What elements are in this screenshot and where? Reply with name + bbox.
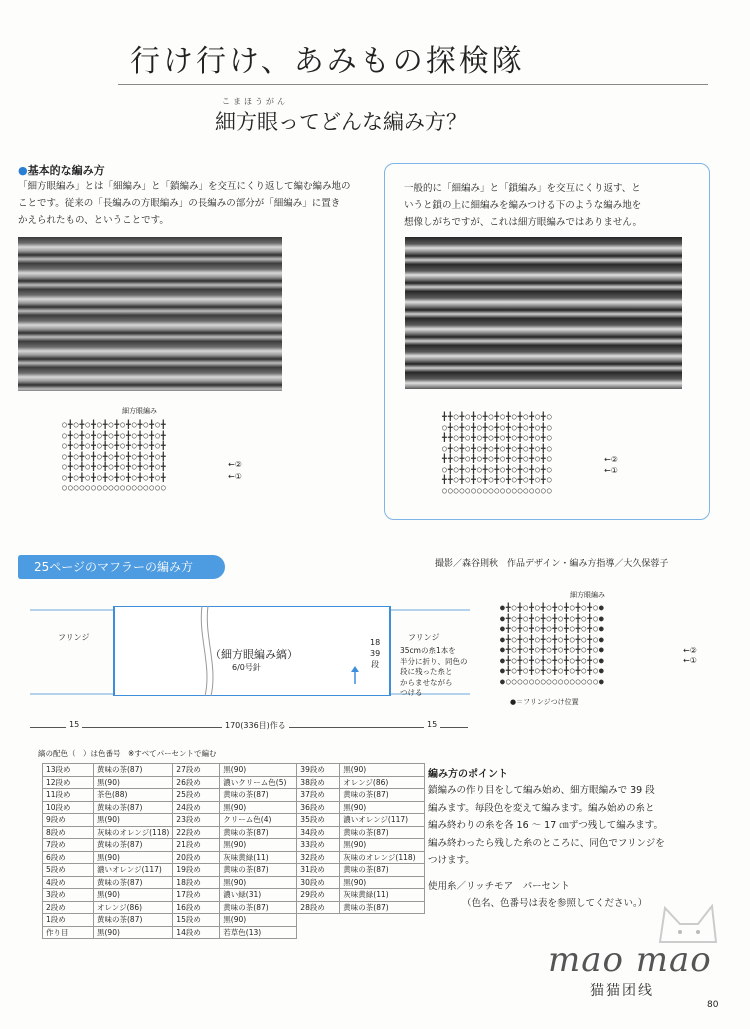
muffler-row-mark-2: ←② <box>683 646 697 655</box>
table-row <box>43 814 425 827</box>
color-cell: クリーム色(4) <box>220 814 297 827</box>
row-number-cell: 8段め <box>43 826 94 839</box>
table-row <box>43 889 425 902</box>
stitch-chart-incorrect: ╋╋○╋○╋○╋○╋○╋○╋○╋○╋○ ○╋○╋○╋○╋○╋○╋○╋○╋○╋○ ╋╋○╋○╋○╋○╋○╋○╋○╋○╋○ ○╋○╋○╋○╋○╋○╋○╋○╋○╋○ ╋╋○╋○╋○╋○╋○╋○╋○╋○╋○ ○╋○╋○╋○╋○╋○╋○╋○╋○╋○ ╋╋○╋○╋○╋○╋○╋○╋○╋○╋○ ○○○○○○○○○○○○○○○○○○○ <box>442 412 553 495</box>
points-text: 鎖編みの作り目をして編み始め、細方眼編みで 39 段 編みます。毎段色を変えて編みます。編み始めの糸と 編み終わりの糸を各 16 ～ 17 ㎝ずつ残して編みます。 編み終わったら残した糸のところに、同色でフリンジを つけます。 <box>428 785 665 866</box>
dim-right: 15 <box>424 720 440 729</box>
color-cell: 黒(90) <box>340 764 425 777</box>
stitch-chart-basic: ○╋○╋○╋○╋○╋○╋○╋○╋○╋ ○╋○╋○╋○╋○╋○╋○╋○╋○╋ ○╋○╋○╋○╋○╋○╋○╋○╋○╋ ○╋○╋○╋○╋○╋○╋○╋○╋○╋ ○╋○╋○╋○╋○╋○╋○╋○╋○╋ ○╋○╋○╋○╋○╋○╋○╋○╋○╋ ○○○○○○○○○○○○○○○○○○ <box>62 420 167 492</box>
color-cell <box>340 926 425 939</box>
color-cell: 灰味黄緑(11) <box>220 851 297 864</box>
table-row <box>43 764 425 777</box>
basic-text: 「細方眼編み」とは「細編み」と「鎖編み」を交互にくり返して編む編み地の ことです。従来の「長編みの方眼編み」の長編みの部分が「細編み」に置き かえられたもの、ということです。 <box>18 181 351 226</box>
color-cell: 黒(90) <box>220 876 297 889</box>
color-cell: 黄味の茶(87) <box>220 864 297 877</box>
row-number-cell: 34段め <box>297 826 340 839</box>
row-number-cell: 25段め <box>173 789 220 802</box>
color-cell: 黒(90) <box>220 801 297 814</box>
table-row <box>43 864 425 877</box>
color-cell: 黄味の茶(87) <box>94 801 173 814</box>
row-number-cell: 9段め <box>43 814 94 827</box>
fringe-right-title: フリンジ <box>408 633 440 642</box>
color-cell: 茶色(88) <box>94 789 173 802</box>
row-number-cell: 30段め <box>297 876 340 889</box>
chart-label: 細方眼編み <box>122 407 157 415</box>
color-cell: オレンジ(86) <box>94 901 173 914</box>
yarn-line: 使用糸／リッチモア パーセント <box>428 881 570 892</box>
fringe-position-note: ●＝フリンジつけ位置 <box>510 698 579 706</box>
row-number-cell: 28段め <box>297 901 340 914</box>
color-cell: 黄味の茶(87) <box>340 826 425 839</box>
row-number-cell: 29段め <box>297 889 340 902</box>
title-rule <box>118 84 708 85</box>
table-row <box>43 851 425 864</box>
row-number-cell: 31段め <box>297 864 340 877</box>
row-number-cell: 39段め <box>297 764 340 777</box>
row-number-cell: 23段め <box>173 814 220 827</box>
row-number-cell: 16段め <box>173 901 220 914</box>
dim-left: 15 <box>66 720 82 729</box>
row-number-cell: 38段め <box>297 776 340 789</box>
basic-heading: ●基本的な編み方 <box>18 164 105 177</box>
muffler-chart-label: 細方眼編み <box>570 591 605 599</box>
row-number-cell: 14段め <box>173 926 220 939</box>
row-mark-1: ←① <box>228 472 242 481</box>
muffler-heading-pill: 25ページのマフラーの編み方 <box>18 555 225 579</box>
table-row <box>43 801 425 814</box>
color-cell: 黄味の茶(87) <box>220 789 297 802</box>
color-cell: 若草色(13) <box>220 926 297 939</box>
table-row <box>43 876 425 889</box>
table-row <box>43 826 425 839</box>
row-number-cell <box>297 926 340 939</box>
watermark-sub: 猫猫团线 <box>590 983 654 999</box>
color-cell: 黄味の茶(87) <box>94 914 173 927</box>
row-number-cell: 6段め <box>43 851 94 864</box>
muffler-row-mark-1: ←① <box>683 656 697 665</box>
fringe-left-label: フリンジ <box>58 633 90 642</box>
color-cell <box>340 914 425 927</box>
swatch-photo-incorrect <box>405 237 682 389</box>
page-number: 80 <box>707 1000 719 1010</box>
needle-label: 6/0号針 <box>232 663 261 672</box>
color-cell: オレンジ(86) <box>340 776 425 789</box>
row-number-cell: 4段め <box>43 876 94 889</box>
table-row <box>43 839 425 852</box>
page-title: 行け行け、あみもの探検隊 <box>130 44 525 79</box>
stitch-chart-muffler: ●╋○╋○╋○╋○╋○╋○╋○╋○● ●╋○╋○╋○╋○╋○╋○╋○╋○● ●╋○╋○╋○╋○╋○╋○╋○╋○● ●╋○╋○╋○╋○╋○╋○╋○╋○● ●╋○╋○╋○╋○╋○╋○╋○╋○● ●╋○╋○╋○╋○╋○╋○╋○╋○● ●╋○╋○╋○╋○╋○╋○╋○╋○● ●○○○○○○○○○○○○○○○○● <box>500 603 605 686</box>
color-cell: 灰味のオレンジ(118) <box>94 826 173 839</box>
row-number-cell: 1段め <box>43 914 94 927</box>
color-cell: 黒(90) <box>94 814 173 827</box>
subtitle: 細方眼ってどんな編み方？ <box>215 110 467 134</box>
note-row-mark-2: ←② <box>604 455 618 464</box>
note-text: 一般的に「細編み」と「鎖編み」を交互にくり返す、と いうと鎖の上に細編みを編みつける下のような編み地を 想像しがちですが、これは細方眼編みではありません。 <box>404 183 642 228</box>
row-number-cell: 2段め <box>43 901 94 914</box>
center-stitch-label: （細方眼編み縞） <box>210 648 298 661</box>
dim-center: 170(336目)作る <box>222 720 289 731</box>
swatch-photo-correct <box>18 237 282 391</box>
row-number-cell: 5段め <box>43 864 94 877</box>
color-table-caption: 縞の配色（ ）は色番号 ※すべてパーセントで編む <box>38 749 217 758</box>
row-number-cell: 24段め <box>173 801 220 814</box>
row-number-cell: 35段め <box>297 814 340 827</box>
table-row <box>43 926 425 939</box>
color-cell: 黄味の茶(87) <box>94 876 173 889</box>
row-number-cell: 19段め <box>173 864 220 877</box>
row-number-cell: 32段め <box>297 851 340 864</box>
color-cell: 灰味黄緑(11) <box>340 889 425 902</box>
row-number-cell: 11段め <box>43 789 94 802</box>
subtitle-ruby: こまほうがん <box>222 97 288 106</box>
table-row <box>43 901 425 914</box>
color-cell: 黒(90) <box>94 926 173 939</box>
row-number-cell: 37段め <box>297 789 340 802</box>
color-cell: 灰味のオレンジ(118) <box>340 851 425 864</box>
row-number-cell: 18段め <box>173 876 220 889</box>
color-cell: 濃い緑(31) <box>220 889 297 902</box>
color-cell: 黄味の茶(87) <box>340 901 425 914</box>
row-number-cell: 15段め <box>173 914 220 927</box>
table-row <box>43 914 425 927</box>
color-cell: 黒(90) <box>220 839 297 852</box>
color-cell: 黒(90) <box>94 851 173 864</box>
row-number-cell: 3段め <box>43 889 94 902</box>
row-number-cell: 17段め <box>173 889 220 902</box>
fringe-right-note: 35cmの糸1本を 半分に折り、同色の 段に残った糸と からませながら つける <box>400 646 468 697</box>
table-row <box>43 789 425 802</box>
color-cell: 黒(90) <box>94 776 173 789</box>
row-number-cell: 12段め <box>43 776 94 789</box>
color-cell: 黄味の茶(87) <box>94 764 173 777</box>
color-cell: 黒(90) <box>220 914 297 927</box>
side-rows-label: 18 39 段 <box>370 638 381 669</box>
table-row <box>43 776 425 789</box>
credit-line: 撮影／森谷則秋 作品デザイン・編み方指導／大久保蓉子 <box>435 559 669 569</box>
color-cell: 濃いオレンジ(117) <box>94 864 173 877</box>
color-table <box>42 763 425 939</box>
row-number-cell: 22段め <box>173 826 220 839</box>
color-cell: 黒(90) <box>220 764 297 777</box>
color-cell: 黄味の茶(87) <box>220 826 297 839</box>
row-number-cell: 26段め <box>173 776 220 789</box>
watermark-brand: mao mao <box>548 940 712 980</box>
color-cell: 黄味の茶(87) <box>340 864 425 877</box>
color-cell: 黄味の茶(87) <box>340 789 425 802</box>
points-heading: 編み方のポイント <box>428 769 508 780</box>
color-cell: 濃いクリーム色(5) <box>220 776 297 789</box>
color-cell: 濃いオレンジ(117) <box>340 814 425 827</box>
row-number-cell <box>297 914 340 927</box>
color-cell: 黒(90) <box>340 876 425 889</box>
color-cell: 黒(90) <box>340 801 425 814</box>
row-number-cell: 36段め <box>297 801 340 814</box>
row-number-cell: 13段め <box>43 764 94 777</box>
color-cell: 黄味の茶(87) <box>220 901 297 914</box>
row-number-cell: 作り目 <box>43 926 94 939</box>
color-cell: 黒(90) <box>94 889 173 902</box>
yarn-note: （色名、色番号は表を参照してください。） <box>462 898 648 909</box>
row-number-cell: 27段め <box>173 764 220 777</box>
row-number-cell: 20段め <box>173 851 220 864</box>
row-number-cell: 21段め <box>173 839 220 852</box>
color-cell: 黄味の茶(87) <box>94 839 173 852</box>
row-number-cell: 33段め <box>297 839 340 852</box>
note-row-mark-1: ←① <box>604 466 618 475</box>
color-cell: 黒(90) <box>340 839 425 852</box>
row-mark-2: ←② <box>228 460 242 469</box>
row-number-cell: 10段め <box>43 801 94 814</box>
row-number-cell: 7段め <box>43 839 94 852</box>
